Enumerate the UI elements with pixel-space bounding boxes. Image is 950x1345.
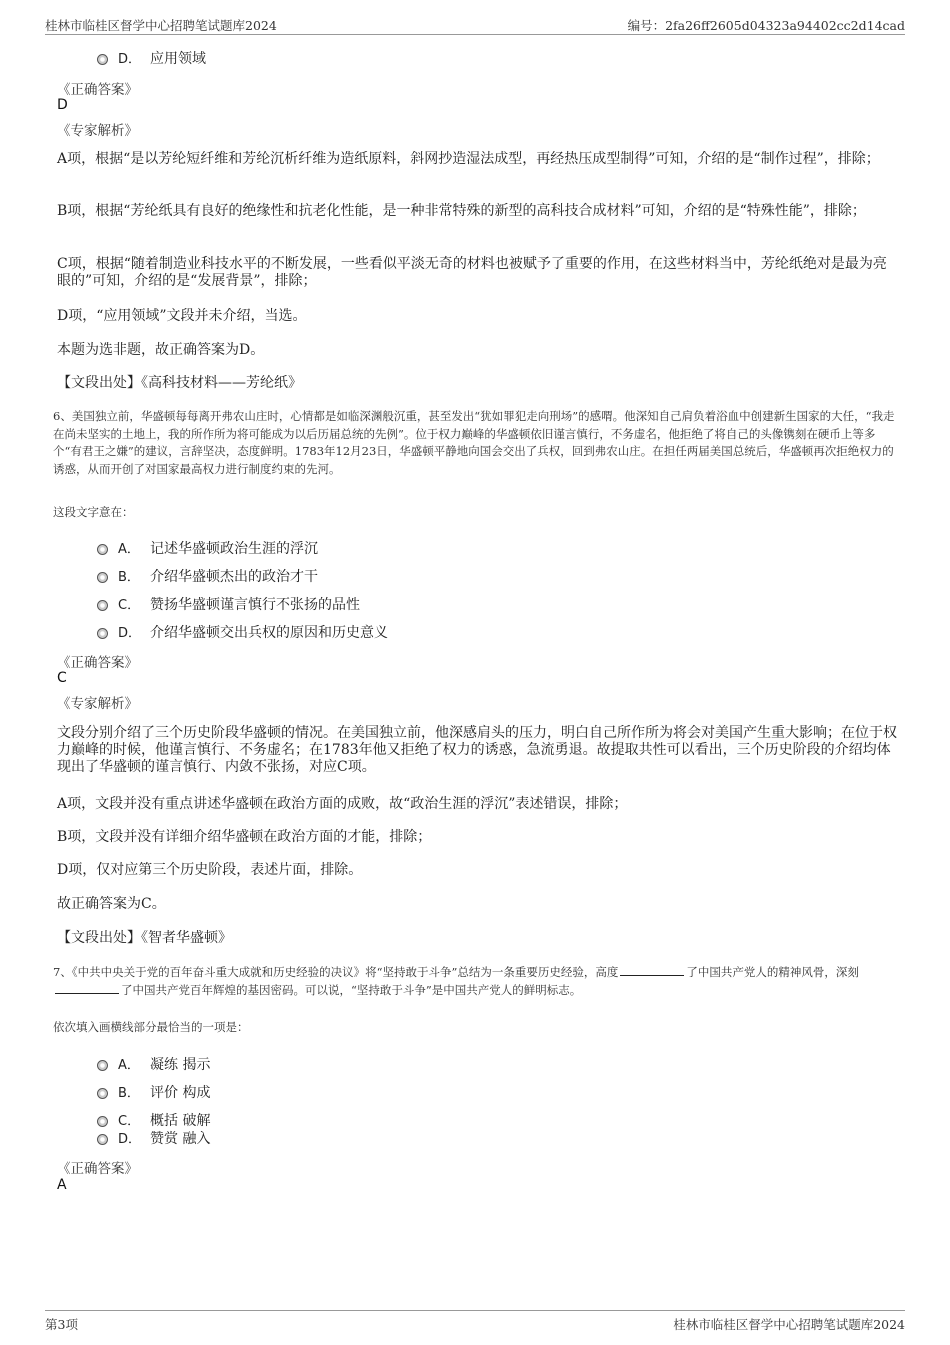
q5-expert-analysis-label: 《专家解析》 bbox=[57, 123, 138, 139]
q5-answer: D bbox=[57, 97, 68, 113]
option-text: 介绍华盛顿交出兵权的原因和历史意义 bbox=[150, 625, 388, 641]
q5-analysis-b: B项，根据“芳纶纸具有良好的绝缘性和抗老化性能，是一种非常特殊的新型的高科技合成材料”可知，介绍的是“特殊性能”，排除； bbox=[57, 203, 866, 219]
q5-correct-answer-label: 《正确答案》 bbox=[57, 82, 138, 98]
q7-prompt: 依次填入画横线部分最恰当的一项是： bbox=[53, 1020, 249, 1034]
q5-analysis-c: C项，根据“随着制造业科技水平的不断发展，一些看似平淡无奇的材料也被赋予了重要的作用，在这些材料当中，芳纶纸绝对是最为亮眼的”可知，介绍的是“发展背景”，排除； bbox=[57, 256, 887, 289]
q6-analysis-main: 文段分别介绍了三个历史阶段华盛顿的情况。在美国独立前，他深感肩头的压力，明白自己所作所为将会对美国产生重大影响；在位于权力巅峰的时候，他谨言慎行、不务虚名；在1783年他又拒绝了权力的诱惑，急流勇退。故提取共性可以看出，三个历史阶段的介绍均体现出了华盛顿的谨言慎行、内敛不张扬，对应C项。 bbox=[57, 725, 897, 775]
q7-option-c[interactable] bbox=[97, 1110, 210, 1130]
q6-analysis-a: A项，文段并没有重点讲述华盛顿在政治方面的成败，故“政治生涯的浮沉”表述错误，排除； bbox=[57, 796, 628, 812]
q6-option-c[interactable] bbox=[97, 594, 360, 614]
q6-conclusion: 故正确答案为C。 bbox=[57, 896, 166, 912]
q7-correct-answer-label: 《正确答案》 bbox=[57, 1161, 138, 1177]
q6-option-b[interactable] bbox=[97, 566, 318, 586]
option-letter: B． bbox=[118, 570, 140, 585]
q6-stem: 6、美国独立前，华盛顿每每离开弗农山庄时，心情都是如临深渊般沉重，甚至发出“犹如罪犯走向刑场”的感喟。他深知自己肩负着浴血中创建新生国家的大任，“我走在尚未坚实的土地上，我的所作所为将可能成为以后历届总统的先例”。位于权力巅峰的华盛顿依旧谨言慎行，不务虚名，他拒绝了将自己的头像镌刻在硬币上等多个“有君王之嫌”的建议，言辞坚决，态度鲜明。1783年12月23日，华盛顿平静地向国会交出了兵权，回到弗农山庄。在担任两届美国总统后，华盛顿再次拒绝权力的诱惑，从而开创了对国家最高权力进行制度约束的先河。 bbox=[53, 409, 895, 476]
radio-icon[interactable] bbox=[97, 628, 108, 639]
radio-icon[interactable] bbox=[97, 1088, 108, 1099]
option-text: 概括 破解 bbox=[150, 1113, 211, 1129]
fill-blank-2 bbox=[55, 982, 119, 994]
option-letter: A． bbox=[118, 1058, 140, 1073]
q7-stem-part1: 7、《中共中央关于党的百年奋斗重大成就和历史经验的决议》将“坚持敢于斗争”总结为一条重要历史经验，高度 bbox=[53, 965, 619, 979]
q7-stem-part3: 了中国共产党百年辉煌的基因密码。可以说，“坚持敢于斗争”是中国共产党人的鲜明标志。 bbox=[121, 982, 582, 997]
footer-title: 桂林市临桂区督学中心招聘笔试题库2024 bbox=[673, 1317, 905, 1332]
option-letter: A． bbox=[118, 542, 140, 557]
option-text: 应用领域 bbox=[150, 51, 206, 67]
q6-answer: C bbox=[57, 670, 67, 686]
q5-analysis-d: D项，“应用领域”文段并未介绍，当选。 bbox=[57, 308, 307, 324]
option-text: 记述华盛顿政治生涯的浮沉 bbox=[150, 541, 318, 557]
q6-analysis-b: B项，文段并没有详细介绍华盛顿在政治方面的才能，排除； bbox=[57, 829, 432, 845]
q6-option-a[interactable] bbox=[97, 538, 318, 558]
option-letter: D． bbox=[118, 52, 142, 67]
q7-stem bbox=[53, 964, 898, 999]
option-letter: D． bbox=[118, 1132, 142, 1147]
option-text: 评价 构成 bbox=[150, 1085, 211, 1101]
q5-analysis-a: A项，根据“是以芳纶短纤维和芳纶沉析纤维为造纸原料，斜网抄造湿法成型，再经热压成型制得”可知，介绍的是“制作过程”，排除； bbox=[57, 151, 880, 167]
option-text: 赞扬华盛顿谨言慎行不张扬的品性 bbox=[150, 597, 360, 613]
page-number: 第3项 bbox=[45, 1317, 78, 1332]
radio-icon[interactable] bbox=[97, 572, 108, 583]
radio-icon[interactable] bbox=[97, 54, 108, 65]
radio-icon[interactable] bbox=[97, 600, 108, 611]
header-serial: 编号：2fa26ff2605d04323a94402cc2d14cad bbox=[627, 18, 905, 33]
page-footer bbox=[45, 1310, 905, 1333]
option-letter: C． bbox=[118, 1114, 141, 1129]
option-text: 介绍华盛顿杰出的政治才干 bbox=[150, 569, 318, 585]
radio-icon[interactable] bbox=[97, 1060, 108, 1071]
q6-source: 【文段出处】《智者华盛顿》 bbox=[57, 930, 232, 946]
fill-blank-1 bbox=[620, 964, 684, 976]
page-header bbox=[45, 14, 905, 35]
q7-option-a[interactable] bbox=[97, 1054, 210, 1074]
radio-icon[interactable] bbox=[97, 544, 108, 555]
option-letter: D． bbox=[118, 626, 142, 641]
q6-analysis-d: D项，仅对应第三个历史阶段，表述片面，排除。 bbox=[57, 862, 363, 878]
q7-option-b[interactable] bbox=[97, 1082, 210, 1102]
q6-correct-answer-label: 《正确答案》 bbox=[57, 655, 138, 671]
option-text: 凝练 揭示 bbox=[150, 1057, 211, 1073]
q5-source: 【文段出处】《高科技材料——芳纶纸》 bbox=[57, 375, 302, 391]
option-text: 赞赏 融入 bbox=[150, 1131, 211, 1147]
radio-icon[interactable] bbox=[97, 1134, 108, 1145]
q6-option-d[interactable] bbox=[97, 622, 388, 642]
q5-option-d[interactable] bbox=[97, 48, 206, 68]
radio-icon[interactable] bbox=[97, 1116, 108, 1127]
option-letter: B． bbox=[118, 1086, 140, 1101]
q7-stem-part2: 了中国共产党人的精神风骨，深刻 bbox=[686, 965, 859, 979]
q6-expert-analysis-label: 《专家解析》 bbox=[57, 696, 138, 712]
option-letter: C． bbox=[118, 598, 141, 613]
q5-conclusion: 本题为选非题，故正确答案为D。 bbox=[57, 342, 265, 358]
q7-answer: A bbox=[57, 1177, 67, 1193]
q6-prompt: 这段文字意在： bbox=[53, 505, 134, 519]
header-title: 桂林市临桂区督学中心招聘笔试题库2024 bbox=[45, 18, 277, 33]
q7-option-d[interactable] bbox=[97, 1128, 210, 1148]
